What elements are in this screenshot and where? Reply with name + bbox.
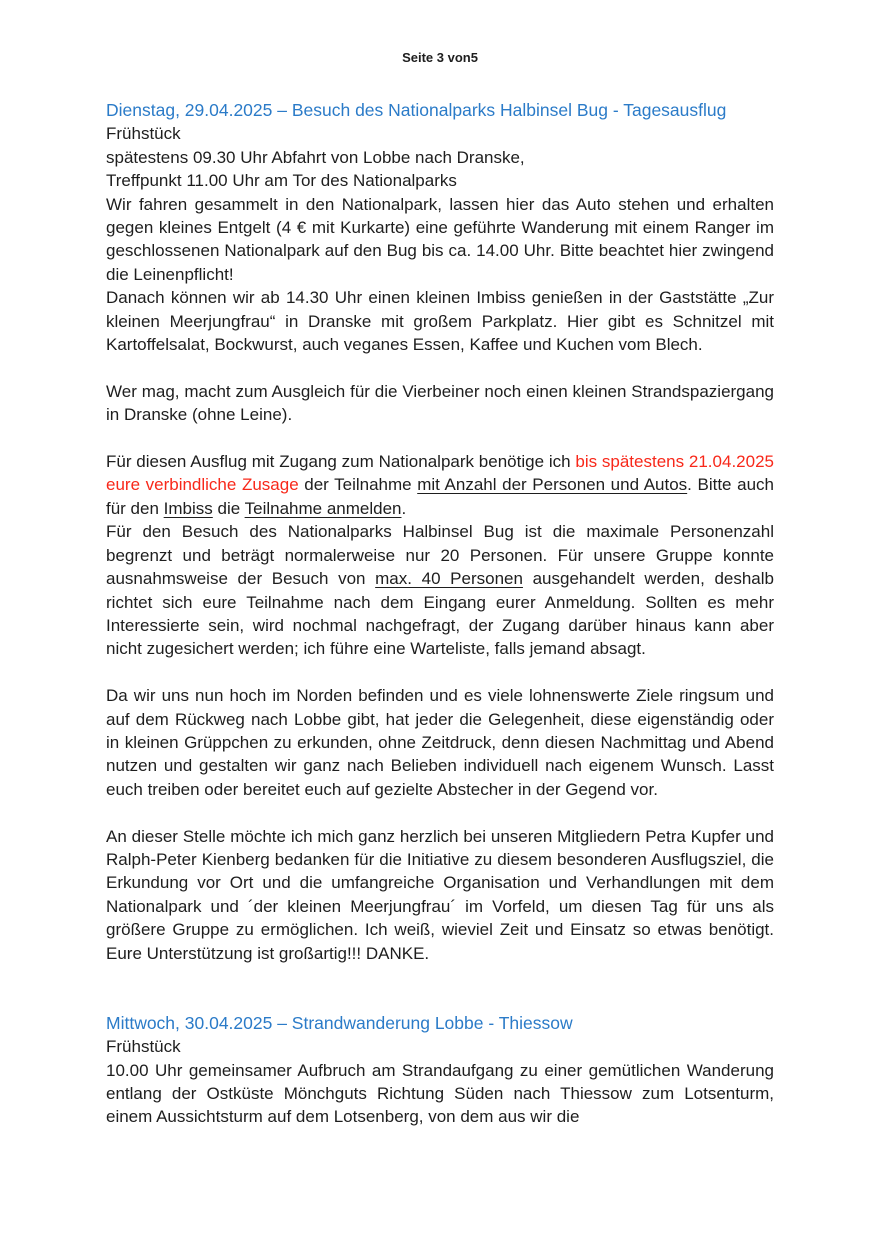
document-content bbox=[106, 99, 774, 1129]
section-heading-mittwoch: Mittwoch, 30.04.2025 – Strandwanderung Lobbe - Thiessow bbox=[106, 1012, 573, 1033]
line-fruehstueck-mittwoch: Frühstück bbox=[106, 1037, 181, 1057]
blank-line bbox=[106, 801, 774, 824]
paragraph-norden-freizeit: Da wir uns nun hoch im Norden befinden und es viele lohnenswerte Ziele ringsum und auf dem Rückweg nach Lobbe gibt, hat jeder die Gelegenheit, diese eigenständig oder in kleinen Grüppchen zu erkunden, ohne Zeitdruck, denn diesen Nachmittag und Abend nutzen und gestalten wir ganz nach Belieben individuell nach eigenem Wunsch. Lasst euch treiben oder bereitet euch auf gezielte Abstecher in der Gegend vor. bbox=[106, 686, 774, 799]
paragraph-strandwanderung: 10.00 Uhr gemeinsamer Aufbruch am Strandaufgang zu einer gemütlichen Wanderung entlang der Ostküste Mönchguts Richtung Süden nach Thiessow zum Lotsenturm, einem Aussichtsturm auf dem Lotsenberg, von dem aus wir die bbox=[106, 1060, 774, 1127]
blank-line bbox=[106, 356, 774, 379]
page-number-header: Seite 3 von5 bbox=[402, 50, 478, 65]
paragraph-danksagung: An dieser Stelle möchte ich mich ganz herzlich bei unseren Mitgliedern Petra Kupfer und Ralph-Peter Kienberg bedanken für die Initiative zu diesem besonderen Ausflugsziel, die Erkundung vor Ort und die umfangreiche Organisation und Verhandlungen mit dem Nationalpark und ´der kleinen Meerjungfrau´ im Vorfeld, um diesen Tag für uns als größere Gruppe zu ermöglichen. Ich weiß, wieviel Zeit und Einsatz so etwas benötigt. Eure Unterstützung ist großartig!!! DANKE. bbox=[106, 826, 774, 963]
paragraph-personenzahl bbox=[106, 520, 774, 660]
line-abfahrt: spätestens 09.30 Uhr Abfahrt von Lobbe nach Dranske, bbox=[106, 147, 525, 167]
text-run: ausgehandelt werden, deshalb richtet sich eure Teilnahme nach dem Eingang eurer Anmeldung. Sollten es mehr Interessierte sein, wird nochmal nachgefragt, der Zugang darüber hinaus kann aber nicht zugesichert werden; ich führe eine Warteliste, falls jemand absagt. bbox=[106, 569, 774, 659]
line-treffpunkt: Treffpunkt 11.00 Uhr am Tor des Nationalparks bbox=[106, 171, 457, 191]
deadline-red-text: bis spätestens 21.04.2025 eure verbindliche Zusage bbox=[106, 452, 774, 495]
underlined-text-max-personen: max. 40 Personen bbox=[375, 569, 523, 589]
paragraph-vierbeiner: Wer mag, macht zum Ausgleich für die Vierbeiner noch einen kleinen Strandspaziergang in Dranske (ohne Leine). bbox=[106, 381, 774, 425]
paragraph-imbiss-gaststaette: Danach können wir ab 14.30 Uhr einen kleinen Imbiss genießen in der Gaststätte „Zur kleinen Meerjungfrau“ in Dranske mit großem Parkplatz. Hier gibt es Schnitzel mit Kartoffelsalat, Bockwurst, auch veganes Essen, Kaffee und Kuchen vom Blech. bbox=[106, 288, 774, 355]
blank-line bbox=[106, 427, 774, 450]
blank-line bbox=[106, 661, 774, 684]
blank-lines bbox=[106, 965, 774, 1012]
underlined-text-anzahl: mit Anzahl der Personen und Autos bbox=[417, 475, 688, 495]
text-run: Für diesen Ausflug mit Zugang zum Nationalpark benötige ich bbox=[106, 452, 576, 472]
section-heading-dienstag: Dienstag, 29.04.2025 – Besuch des Nationalparks Halbinsel Bug - Tagesausflug bbox=[106, 100, 727, 120]
underlined-text-teilnahme: Teilnahme anmelden bbox=[244, 498, 402, 518]
text-run: . Bitte auch für den bbox=[106, 475, 774, 518]
text-run: . bbox=[401, 498, 407, 518]
paragraph-zusage bbox=[106, 450, 774, 520]
text-run: Für den Besuch des Nationalparks Halbinsel Bug ist die maximale Personenzahl begrenzt und beträgt normalerweise nur 20 Personen. Für unsere Gruppe konnte ausnahmsweise der Besuch von bbox=[106, 522, 774, 589]
underlined-text-imbiss: Imbiss bbox=[163, 498, 213, 518]
line-fruehstueck-dienstag: Frühstück bbox=[106, 124, 181, 144]
paragraph-wanderung-ranger: Wir fahren gesammelt in den Nationalpark, lassen hier das Auto stehen und erhalten gegen kleines Entgelt (4 € mit Kurkarte) eine geführte Wanderung mit einem Ranger im geschlossenen Nationalpark auf den Bug bis ca. 14.00 Uhr. Bitte beachtet hier zwingend die Leinenpflicht! bbox=[106, 194, 774, 284]
text-run: der Teilnahme bbox=[298, 475, 418, 495]
text-run: die bbox=[212, 498, 245, 518]
